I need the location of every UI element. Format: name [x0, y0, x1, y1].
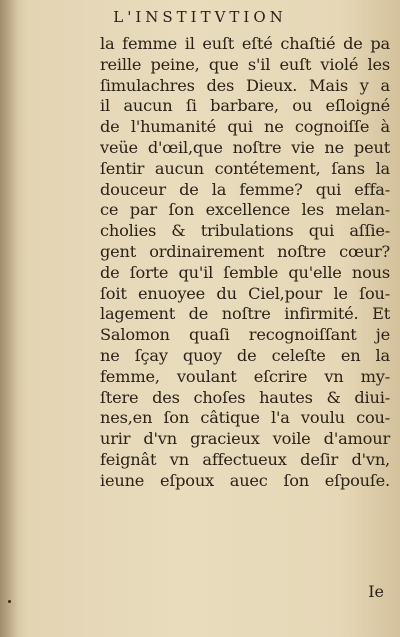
- paper-speck: [8, 600, 11, 603]
- text-line: nes,en ſon câtique l'a voulu cou-: [100, 408, 390, 428]
- text-line: ce par ſon excellence les melan-: [100, 200, 390, 220]
- text-line: ſentir aucun contétement, ſans la: [100, 158, 390, 178]
- text-line: cholies & tribulations qui aſſie-: [100, 221, 390, 241]
- text-line: douceur de la femme? qui effa-: [100, 179, 390, 199]
- text-line: ſtere des choſes hautes & diui-: [100, 387, 390, 407]
- running-head: L'INSTITVTION: [113, 8, 287, 26]
- text-line: il aucun ſi barbare, ou eſloigné: [100, 96, 390, 116]
- text-line: femme, voulant eſcrire vn my-: [100, 366, 390, 386]
- gutter-shadow: [0, 0, 18, 637]
- text-line: veüe d'œil,que noſtre vie ne peut: [100, 137, 390, 157]
- text-line: urir d'vn gracieux voile d'amour: [100, 429, 390, 449]
- text-line: ſoit enuoyee du Ciel,pour le ſou-: [100, 283, 390, 303]
- text-line: ne ſçay quoy de celeſte en la: [100, 345, 390, 365]
- body-text: [100, 34, 390, 492]
- text-line: ieune eſpoux auec ſon eſpouſe.: [100, 470, 390, 490]
- text-line: lagement de noſtre infirmité. Et: [100, 304, 390, 324]
- text-line: ſimulachres des Dieux. Mais y a: [100, 75, 390, 95]
- text-line: feignât vn affectueux deſir d'vn,: [100, 449, 390, 469]
- text-line: Salomon quaſi recognoiſſant je: [100, 325, 390, 345]
- text-line: la femme il euſt eſté chaſtié de pa: [100, 34, 390, 53]
- text-line: de l'humanité qui ne cognoiſſe à: [100, 117, 390, 137]
- text-line: de ſorte qu'il ſemble qu'elle nous: [100, 262, 390, 282]
- text-line: reille peine, que s'il euſt violé les: [100, 54, 390, 74]
- text-line: gent ordinairement noſtre cœur?: [100, 241, 390, 261]
- catchword: Ie: [368, 582, 384, 601]
